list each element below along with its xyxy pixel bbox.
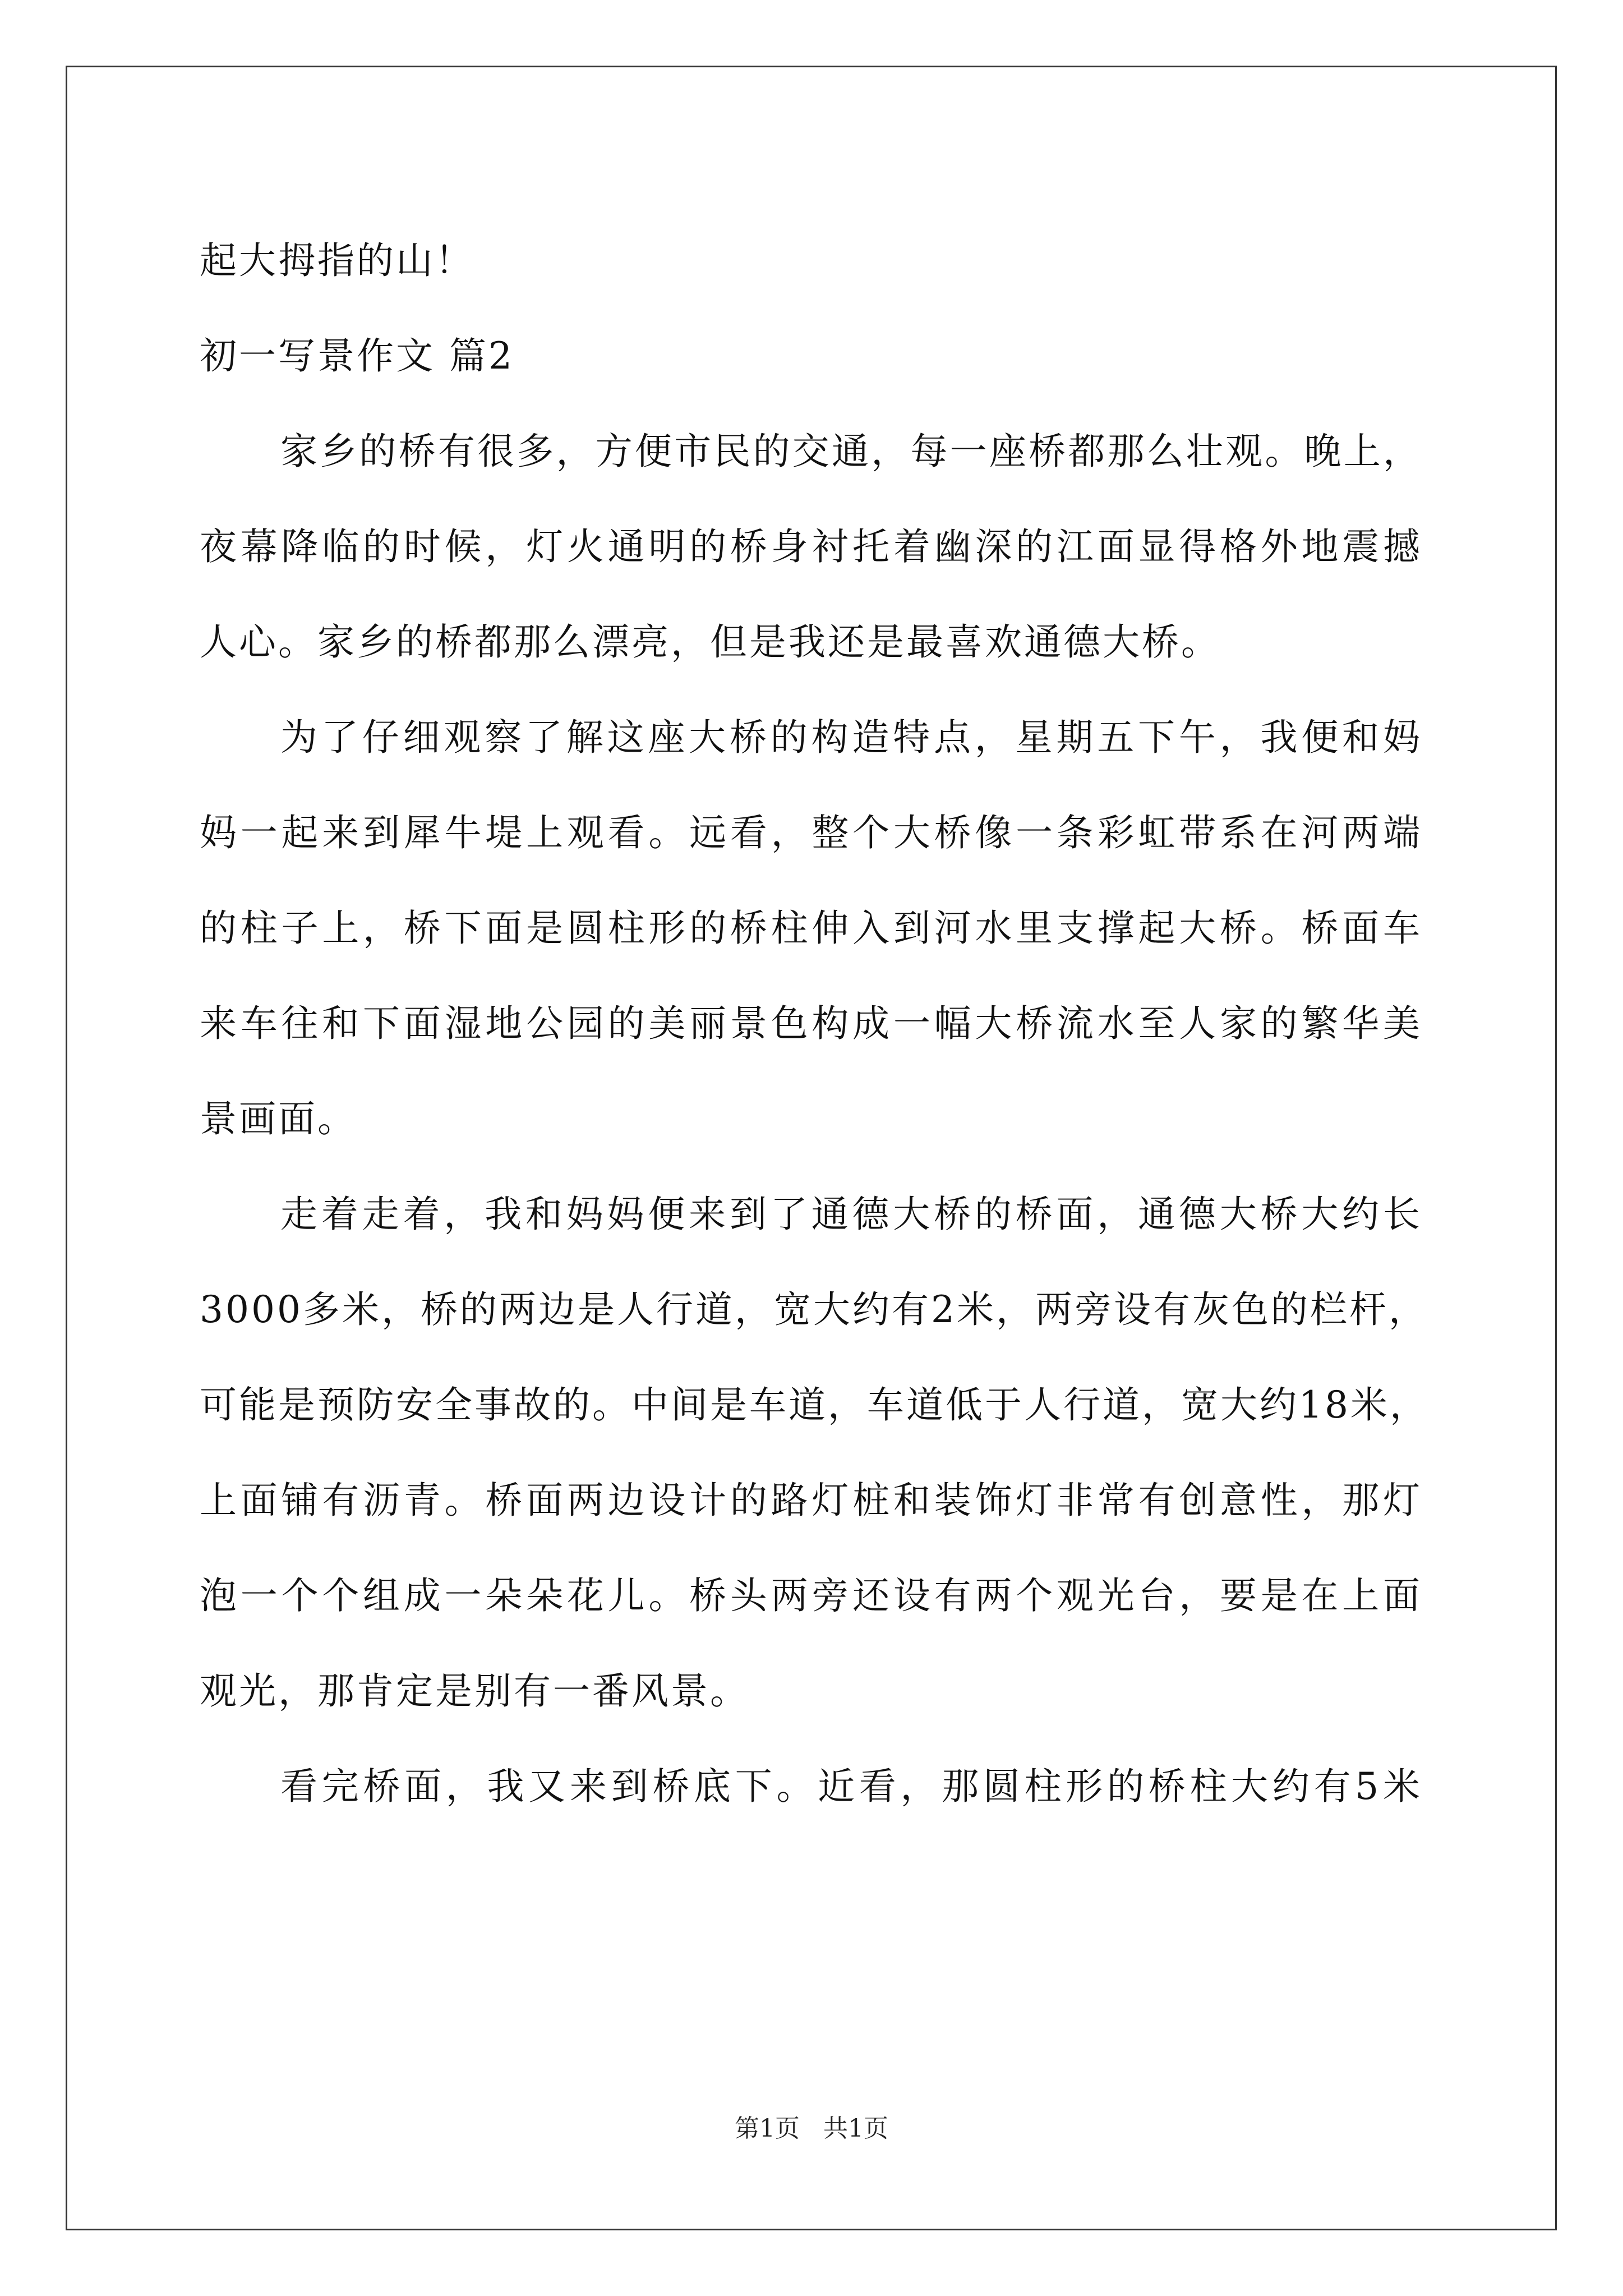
text-line: 为了仔细观察了解这座大桥的构造特点，星期五下午，我便和妈 <box>280 716 1422 759</box>
text-line: 3000多米，桥的两边是人行道，宽大约有2米，两旁设有灰色的栏杆， <box>200 1288 1428 1331</box>
text-line: 可能是预防安全事故的。中间是车道，车道低于人行道，宽大约18米， <box>200 1383 1429 1427</box>
text-line: 观光，那肯定是别有一番风景。 <box>200 1669 749 1713</box>
text-line: 上面铺有沥青。桥面两边设计的路灯桩和装饰灯非常有创意性，那灯 <box>200 1479 1422 1522</box>
text-line: 人心。家乡的桥都那么漂亮，但是我还是最喜欢通德大桥。 <box>200 620 1220 664</box>
text-line: 景画面。 <box>200 1097 357 1140</box>
document-body <box>200 213 1429 1834</box>
text-line: 家乡的桥有很多，方便市民的交通，每一座桥都那么壮观。晚上， <box>280 430 1422 473</box>
text-line: 走着走着，我和妈妈便来到了通德大桥的桥面，通德大桥大约长 <box>280 1193 1422 1236</box>
text-line: 的柱子上，桥下面是圆柱形的桥柱伸入到河水里支撑起大桥。桥面车 <box>200 907 1422 950</box>
page-number: 第1页 共1页 <box>735 2114 888 2143</box>
text-line: 夜幕降临的时候，灯火通明的桥身衬托着幽深的江面显得格外地震撼 <box>200 525 1422 568</box>
text-line: 妈一起来到犀牛堤上观看。远看，整个大桥像一条彩虹带系在河两端 <box>200 811 1422 854</box>
text-line: 看完桥面，我又来到桥底下。近看，那圆柱形的桥柱大约有5米 <box>280 1765 1422 1808</box>
text-line: 起大拇指的山！ <box>200 239 474 282</box>
section-heading: 初一写景作文 篇2 <box>200 334 514 378</box>
text-line: 来车往和下面湿地公园的美丽景色构成一幅大桥流水至人家的繁华美 <box>200 1002 1422 1045</box>
text-line: 泡一个个组成一朵朵花儿。桥头两旁还设有两个观光台，要是在上面 <box>200 1574 1422 1617</box>
